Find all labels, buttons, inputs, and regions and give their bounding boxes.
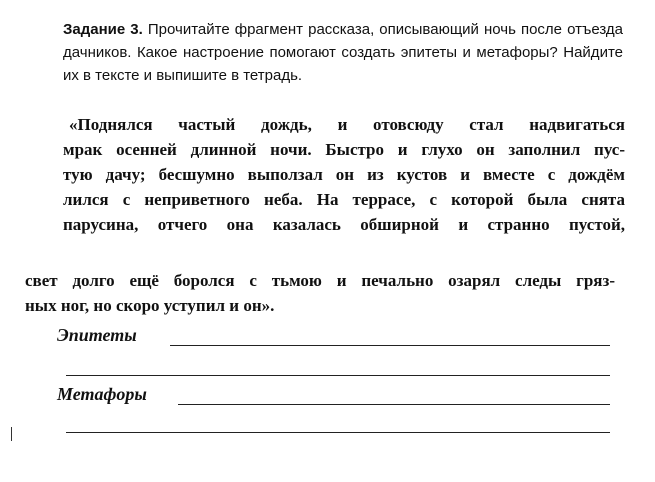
excerpt-line: ных ног, но скоро уступил и он».: [25, 296, 275, 315]
task-label: Задание 3.: [63, 21, 143, 38]
metaphors-label: Метафоры: [57, 384, 147, 404]
epithets-answer-line-2[interactable]: [66, 375, 610, 376]
excerpt-line: мрак осенней длинной ночи. Быстро и глухо он заполнил пус-: [63, 140, 625, 159]
story-excerpt-continuation: [25, 268, 615, 318]
excerpt-line: парусина, отчего она казалась обширной и странно пустой,: [63, 215, 625, 234]
metaphors-answer-line-2[interactable]: [66, 432, 610, 433]
excerpt-line: тую дачу; бесшумно выползал он из кустов и вместе с дождём: [63, 165, 625, 184]
excerpt-line: лился с неприветного неба. На террасе, с которой была снята: [63, 190, 625, 209]
excerpt-line: свет долго ещё боролся с тьмою и печально озарял следы гряз-: [25, 271, 615, 290]
task-instruction: [63, 18, 623, 87]
text-cursor-mark: [11, 427, 12, 441]
epithets-answer-line-1[interactable]: [170, 345, 610, 346]
metaphors-answer-line-1[interactable]: [178, 404, 610, 405]
task-text: Прочитайте фрагмент рассказа, описывающий ночь после отъезда дачников. Какое настроение помогают создать эпитеты и метафоры? Найдите их в тексте и выпишите в тетрадь.: [63, 21, 624, 84]
excerpt-line: «Поднялся частый дождь, и отовсюду стал надвигаться: [69, 115, 625, 134]
epithets-label: Эпитеты: [57, 325, 137, 345]
story-excerpt: [63, 112, 625, 237]
